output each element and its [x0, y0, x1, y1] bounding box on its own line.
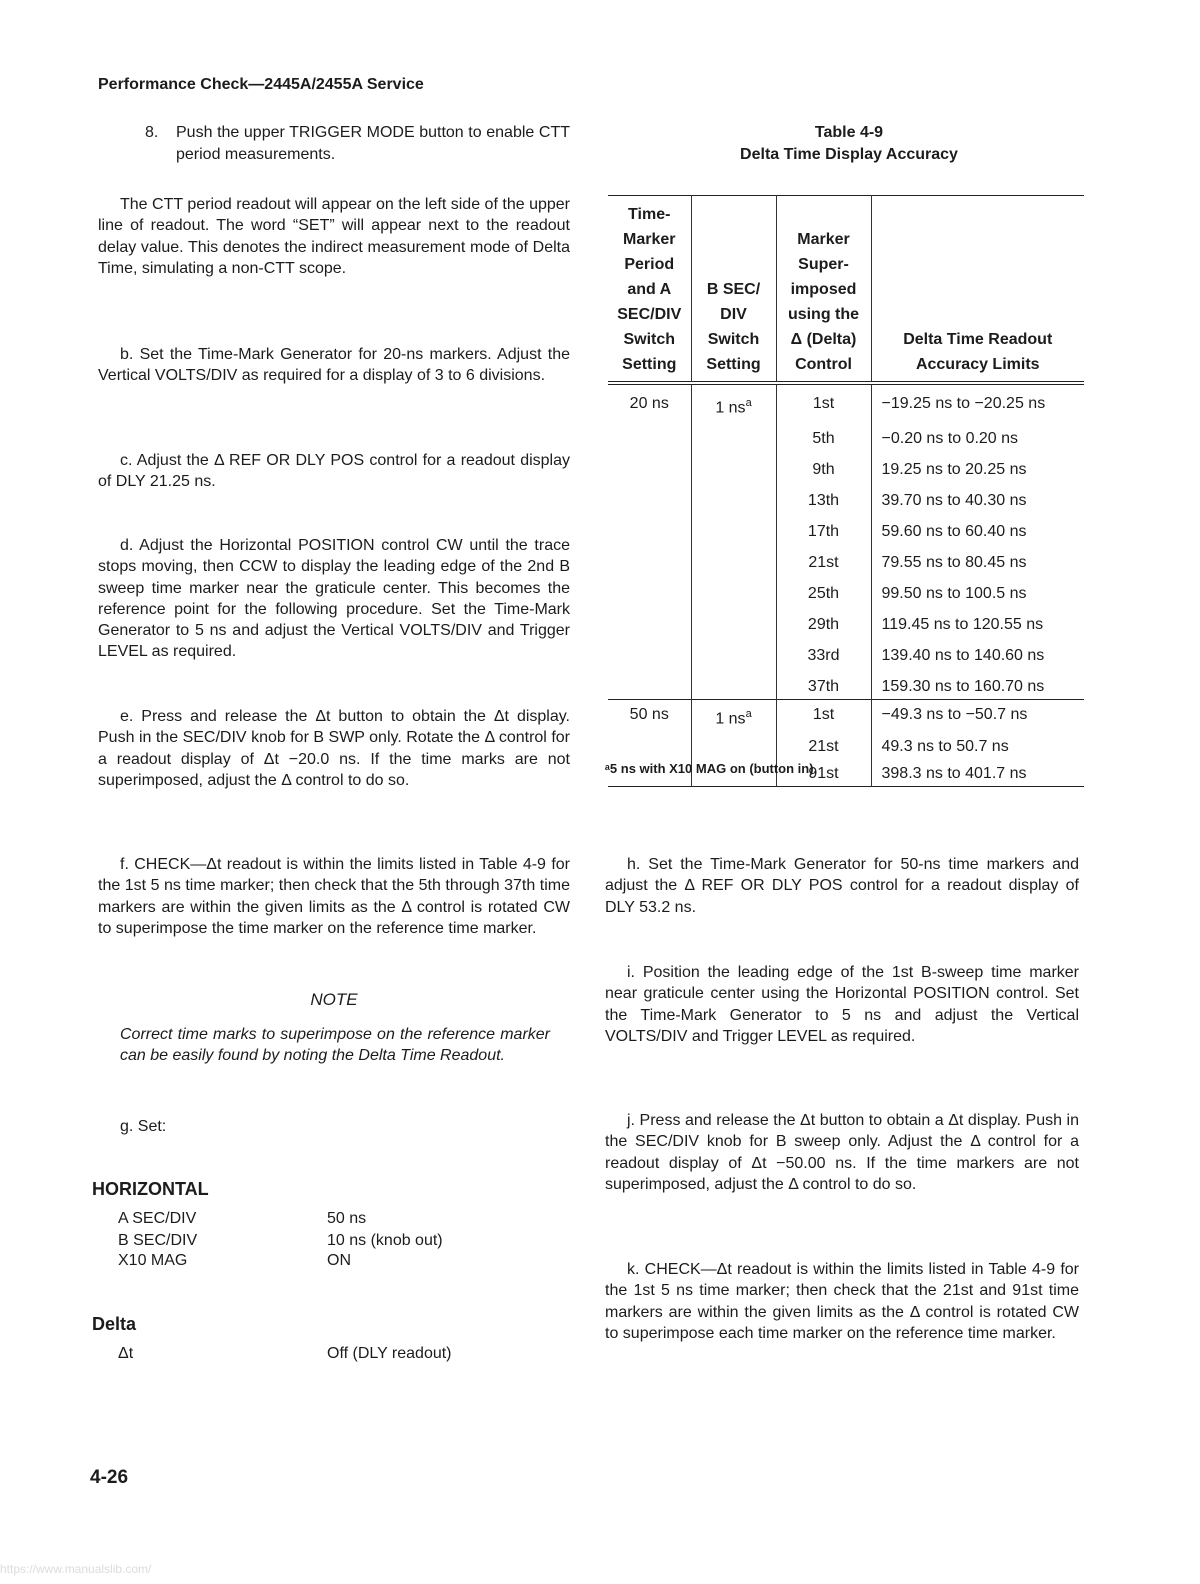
cell-period	[608, 451, 691, 482]
cell-bsecdiv	[691, 451, 776, 482]
cell-period	[608, 482, 691, 513]
step-d: d. Adjust the Horizontal POSITION control CW until the trace stops moving, then CCW to display the leading edge of the 2nd B sweep time marker near the graticule center. This becomes the reference point for the following procedure. Set the Time-Mark Generator to 5 ns and adjust the Vertical VOLTS/DIV and Trigger LEVEL as required.	[98, 537, 570, 661]
cell-marker: 21st	[776, 732, 871, 759]
cell-period	[608, 637, 691, 668]
table-title: Delta Time Display Accuracy	[740, 146, 958, 163]
cell-period	[608, 606, 691, 637]
col-header-limits: Delta Time Readout Accuracy Limits	[871, 196, 1084, 384]
table-row	[608, 420, 1084, 451]
step-8-number: 8.	[145, 124, 159, 141]
table-number: Table 4-9	[814, 124, 884, 141]
setting-value: ON	[327, 1252, 351, 1269]
step-h: h. Set the Time-Mark Generator for 50-ns time markers and adjust the Δ REF OR DLY POS control for a readout display of DLY 53.2 ns.	[605, 856, 1079, 916]
cell-bsecdiv	[691, 513, 776, 544]
cell-bsecdiv	[691, 482, 776, 513]
cell-marker: 13th	[776, 482, 871, 513]
cell-bsecdiv	[691, 420, 776, 451]
cell-period: 50 ns	[629, 706, 669, 724]
setting-value: 50 ns	[327, 1210, 367, 1227]
table-row	[608, 606, 1084, 637]
cell-bsecdiv	[691, 575, 776, 606]
step-j: j. Press and release the Δt button to obtain a Δt display. Push in the SEC/DIV knob for B sweep only. Adjust the Δ control for a readout display of Δt −50.00 ns. If the time markers are not superimposed, adjust the Δ control to do so.	[605, 1112, 1079, 1193]
table-caption	[605, 122, 1093, 166]
step-i: i. Position the leading edge of the 1st B-sweep time marker near graticule center using the Horizontal POSITION control. Set the Time-Mark Generator to 5 ns and adjust the Vertical VOLTS/DIV and Trigger LEVEL as required.	[605, 964, 1079, 1045]
cell-bsecdiv	[691, 668, 776, 700]
ctt-readout-paragraph: The CTT period readout will appear on the left side of the upper line of readout. The word “SET” will appear next to the readout delay value. This denotes the indirect measurement mode of Delta Time, simulating a non-CTT scope.	[98, 196, 570, 277]
cell-limits: 79.55 ns to 80.45 ns	[871, 544, 1084, 575]
cell-marker: 37th	[776, 668, 871, 700]
note-title: NOTE	[310, 990, 358, 1009]
setting-value: Off (DLY readout)	[327, 1345, 452, 1362]
cell-marker: 17th	[776, 513, 871, 544]
col-header-period: Time- Marker Period and A SEC/DIV Switch Setting	[617, 206, 682, 373]
table-row	[608, 451, 1084, 482]
step-k: k. CHECK—Δt readout is within the limits listed in Table 4-9 for the 1st 5 ns time marker; then check that the 21st and 91st time markers are within the given limits as the Δ control is rotated CW to superimpose each time marker on the reference time marker.	[605, 1261, 1079, 1342]
table-row	[608, 544, 1084, 575]
table-footnote: ᵃ5 ns with X10 MAG on (button in).	[605, 761, 818, 776]
setting-label: Δt	[118, 1345, 134, 1362]
page-number: 4-26	[90, 1467, 129, 1488]
cell-period	[608, 575, 691, 606]
cell-period: 20 ns	[629, 395, 669, 412]
watermark-url: https://www.manualslib.com/	[0, 1562, 152, 1576]
step-g: g. Set:	[120, 1118, 167, 1135]
horizontal-heading: HORIZONTAL	[92, 1179, 209, 1199]
cell-marker: 9th	[776, 451, 871, 482]
delta-time-accuracy-table	[608, 195, 1084, 787]
setting-value: 10 ns (knob out)	[327, 1232, 443, 1249]
cell-limits: 159.30 ns to 160.70 ns	[871, 668, 1084, 700]
step-e: e. Press and release the Δt button to obtain the Δt display. Push in the SEC/DIV knob for B SWP only. Rotate the Δ control for a readout display of Δt −20.0 ns. If the time marks are not superimposed, adjust the Δ control to do so.	[98, 708, 570, 789]
table-row	[608, 513, 1084, 544]
cell-limits: −49.3 ns to −50.7 ns	[871, 700, 1084, 732]
cell-marker: 29th	[776, 606, 871, 637]
cell-period	[608, 544, 691, 575]
cell-limits: 59.60 ns to 60.40 ns	[871, 513, 1084, 544]
cell-limits: 119.45 ns to 120.55 ns	[871, 606, 1084, 637]
cell-limits: 19.25 ns to 20.25 ns	[871, 451, 1084, 482]
col-header-bsecdiv: B SEC/ DIV Switch Setting	[691, 196, 776, 384]
cell-bsecdiv	[691, 606, 776, 637]
col-header-marker: Marker Super- imposed using the Δ (Delta) Control	[776, 196, 871, 384]
setting-label: A SEC/DIV	[118, 1210, 197, 1227]
cell-limits: 49.3 ns to 50.7 ns	[871, 732, 1084, 759]
delta-heading: Delta	[92, 1314, 137, 1334]
setting-label: B SEC/DIV	[118, 1232, 198, 1249]
step-8	[145, 122, 570, 166]
cell-limits: 139.40 ns to 140.60 ns	[871, 637, 1084, 668]
footnote-marker: a	[745, 397, 752, 409]
step-f: f. CHECK—Δt readout is within the limits listed in Table 4-9 for the 1st 5 ns time marker; then check that the 5th through 37th time markers are within the given limits as the Δ control is rotated CW to superimpose the time marker on the reference time marker.	[98, 856, 570, 937]
step-c: c. Adjust the Δ REF OR DLY POS control for a readout display of DLY 21.25 ns.	[98, 452, 570, 491]
cell-marker: 33rd	[776, 637, 871, 668]
table-group-20ns	[608, 383, 1084, 700]
cell-limits: −0.20 ns to 0.20 ns	[871, 420, 1084, 451]
step-b: b. Set the Time-Mark Generator for 20-ns markers. Adjust the Vertical VOLTS/DIV as required for a display of 3 to 6 divisions.	[98, 346, 570, 385]
cell-period	[608, 732, 691, 759]
cell-marker: 25th	[776, 575, 871, 606]
cell-marker: 5th	[776, 420, 871, 451]
cell-period	[608, 668, 691, 700]
cell-limits: 99.50 ns to 100.5 ns	[871, 575, 1084, 606]
footnote-marker: a	[745, 708, 752, 721]
running-header: Performance Check—2445A/2455A Service	[98, 76, 424, 93]
cell-marker: 1st	[776, 700, 871, 732]
cell-limits: 398.3 ns to 401.7 ns	[871, 759, 1084, 787]
table-row	[608, 482, 1084, 513]
cell-bsecdiv	[691, 544, 776, 575]
table-header-row	[608, 196, 1084, 384]
cell-marker: 1st	[776, 383, 871, 420]
table-row	[608, 700, 1084, 732]
table-row	[608, 383, 1084, 420]
table-row	[608, 668, 1084, 700]
cell-bsecdiv: 1 $ns^a$	[691, 383, 776, 420]
cell-period	[608, 420, 691, 451]
cell-period	[608, 513, 691, 544]
note-text: Correct time marks to superimpose on the reference marker can be easily found by noting the Delta Time Readout.	[120, 1026, 550, 1065]
cell-bsecdiv: 1 $ns^a$	[691, 700, 776, 732]
table-row	[608, 732, 1084, 759]
table-row	[608, 575, 1084, 606]
cell-marker: 91st	[776, 759, 871, 787]
cell-limits: −19.25 ns to −20.25 ns	[871, 383, 1084, 420]
setting-label: X10 MAG	[118, 1252, 188, 1269]
cell-limits: 39.70 ns to 40.30 ns	[871, 482, 1084, 513]
cell-marker: 21st	[776, 544, 871, 575]
table-row	[608, 637, 1084, 668]
cell-bsecdiv	[691, 637, 776, 668]
cell-bsecdiv	[691, 732, 776, 759]
step-8-text: Push the upper TRIGGER MODE button to enable CTT period measurements.	[176, 124, 570, 163]
